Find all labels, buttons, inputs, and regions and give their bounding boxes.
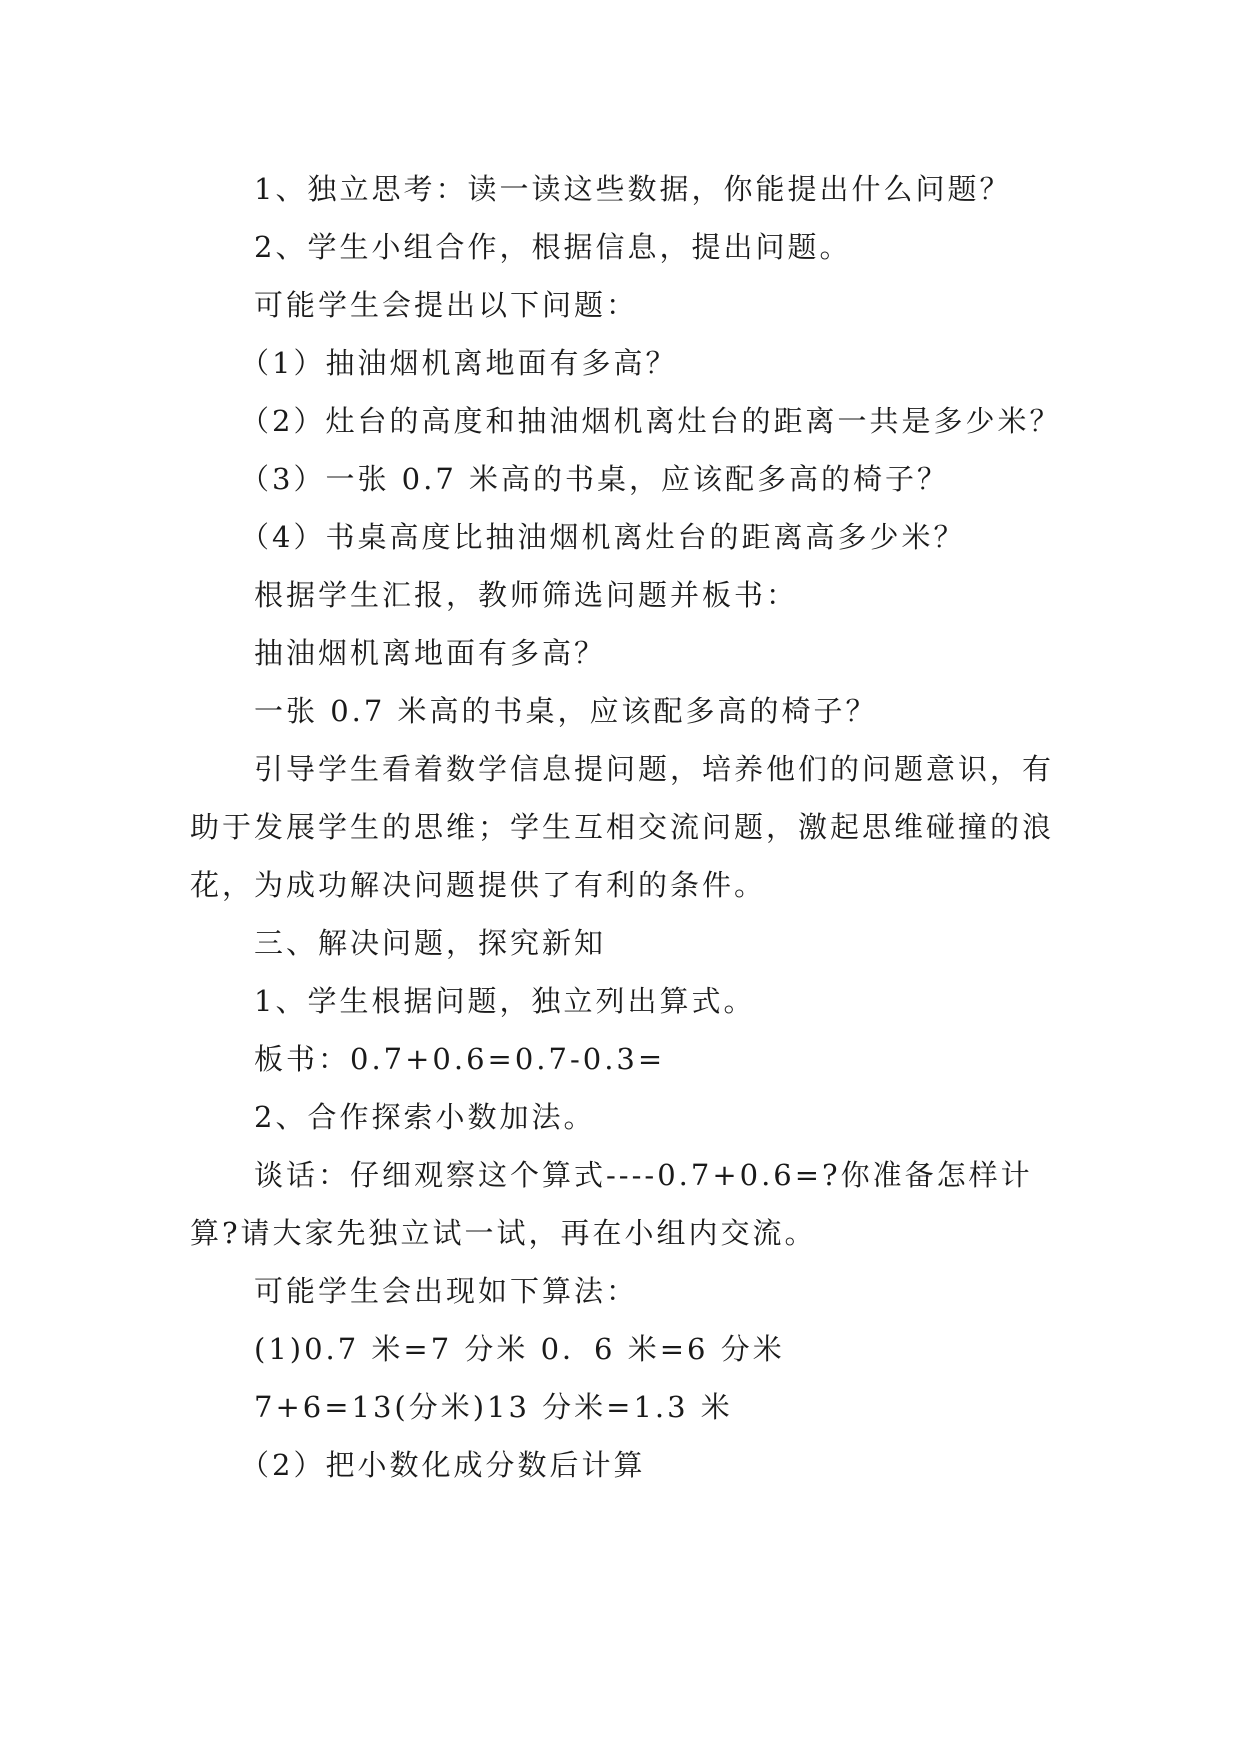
paragraph: 可能学生会出现如下算法： — [254, 1274, 639, 1308]
paragraph: 谈话：仔细观察这个算式----0.7+0.6=?你准备怎样计算?请大家先独立试一试，再在小组内交流。 — [190, 1158, 1033, 1250]
list-item: （1）抽油烟机离地面有多高？ — [240, 346, 678, 380]
paragraph: 2、合作探索小数加法。 — [254, 1100, 596, 1134]
list-item: （2）把小数化成分数后计算 — [240, 1448, 646, 1482]
paragraph: 1、学生根据问题，独立列出算式。 — [254, 984, 756, 1018]
paragraph: 可能学生会提出以下问题： — [254, 288, 639, 322]
list-item: （4）书桌高度比抽油烟机离灶台的距离高多少米？ — [240, 520, 966, 554]
list-item: （2）灶台的高度和抽油烟机离灶台的距离一共是多少米？ — [240, 404, 1062, 438]
paragraph: 根据学生汇报，教师筛选问题并板书： — [254, 578, 799, 612]
paragraph: (1)0.7 米=7 分米 0．6 米=6 分米 — [254, 1332, 785, 1366]
paragraph: 7+6=13(分米)13 分米=1.3 米 — [254, 1390, 733, 1424]
document-body — [190, 160, 1070, 1494]
paragraph: 1、独立思考：读一读这些数据，你能提出什么问题？ — [254, 172, 1012, 206]
paragraph: 抽油烟机离地面有多高？ — [254, 636, 607, 670]
list-item: （3）一张 0.7 米高的书桌，应该配多高的椅子？ — [240, 462, 950, 496]
paragraph: 板书：0.7+0.6=0.7-0.3= — [254, 1042, 666, 1076]
paragraph: 一张 0.7 米高的书桌，应该配多高的椅子？ — [254, 694, 878, 728]
section-heading: 三、解决问题，探究新知 — [254, 926, 607, 960]
paragraph: 引导学生看着数学信息提问题，培养他们的问题意识，有助于发展学生的思维；学生互相交流问题，激起思维碰撞的浪花，为成功解决问题提供了有利的条件。 — [190, 752, 1055, 902]
paragraph: 2、学生小组合作，根据信息，提出问题。 — [254, 230, 852, 264]
